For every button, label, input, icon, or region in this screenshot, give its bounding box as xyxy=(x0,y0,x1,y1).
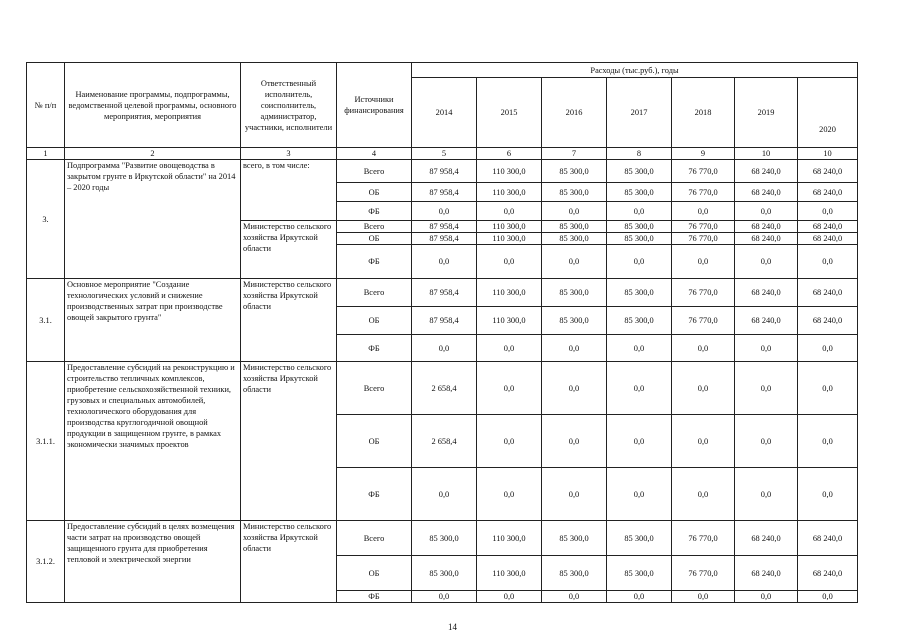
source-cell: Всего xyxy=(337,521,412,556)
value-cell: 110 300,0 xyxy=(477,521,542,556)
value-cell: 0,0 xyxy=(412,335,477,362)
financing-table xyxy=(26,62,858,603)
source-cell: ОБ xyxy=(337,415,412,468)
header-year: 2017 xyxy=(607,78,672,148)
value-cell: 0,0 xyxy=(542,415,607,468)
value-cell: 85 300,0 xyxy=(412,556,477,591)
source-cell: ОБ xyxy=(337,556,412,591)
source-cell: ФБ xyxy=(337,335,412,362)
row-responsible: Министерство сельского хозяйства Иркутской области xyxy=(241,521,337,603)
value-cell: 68 240,0 xyxy=(735,233,798,245)
value-cell: 85 300,0 xyxy=(412,521,477,556)
value-cell: 85 300,0 xyxy=(607,307,672,335)
row-responsible: Министерство сельского хозяйства Иркутской области xyxy=(241,279,337,362)
value-cell: 0,0 xyxy=(542,202,607,221)
column-number: 5 xyxy=(412,148,477,160)
value-cell: 87 958,4 xyxy=(412,307,477,335)
value-cell: 0,0 xyxy=(477,415,542,468)
row-name: Подпрограмма "Развитие овощеводства в закрытом грунте в Иркутской области" на 2014 – 2020 годы xyxy=(65,160,241,279)
value-cell: 0,0 xyxy=(477,362,542,415)
value-cell: 85 300,0 xyxy=(542,279,607,307)
value-cell: 0,0 xyxy=(542,245,607,279)
row-number: 3.1.2. xyxy=(27,521,65,603)
value-cell: 85 300,0 xyxy=(607,521,672,556)
column-number: 10 xyxy=(735,148,798,160)
value-cell: 68 240,0 xyxy=(798,307,858,335)
value-cell: 68 240,0 xyxy=(735,221,798,233)
value-cell: 110 300,0 xyxy=(477,307,542,335)
source-cell: ОБ xyxy=(337,233,412,245)
value-cell: 0,0 xyxy=(477,335,542,362)
header-responsible: Ответственный исполнитель, соисполнитель, администратор, участники, исполнители xyxy=(241,63,337,148)
value-cell: 0,0 xyxy=(672,362,735,415)
value-cell: 0,0 xyxy=(412,468,477,521)
value-cell: 0,0 xyxy=(412,202,477,221)
column-number: 2 xyxy=(65,148,241,160)
value-cell: 68 240,0 xyxy=(798,160,858,183)
value-cell: 0,0 xyxy=(735,362,798,415)
header-expenses: Расходы (тыс.руб.), годы xyxy=(412,63,858,78)
value-cell: 0,0 xyxy=(798,415,858,468)
value-cell: 0,0 xyxy=(735,468,798,521)
value-cell: 0,0 xyxy=(607,415,672,468)
value-cell: 0,0 xyxy=(477,245,542,279)
value-cell: 0,0 xyxy=(607,245,672,279)
value-cell: 76 770,0 xyxy=(672,307,735,335)
column-number: 3 xyxy=(241,148,337,160)
column-number: 4 xyxy=(337,148,412,160)
row-name: Предоставление субсидий в целях возмещения части затрат на производство овощей защищенного грунта для приобретения тепловой и электрической энергии xyxy=(65,521,241,603)
value-cell: 0,0 xyxy=(607,202,672,221)
value-cell: 85 300,0 xyxy=(607,233,672,245)
header-num: № п/п xyxy=(27,63,65,148)
value-cell: 0,0 xyxy=(672,415,735,468)
value-cell: 87 958,4 xyxy=(412,233,477,245)
source-cell: ФБ xyxy=(337,245,412,279)
value-cell: 87 958,4 xyxy=(412,160,477,183)
value-cell: 0,0 xyxy=(798,362,858,415)
value-cell: 0,0 xyxy=(798,202,858,221)
value-cell: 68 240,0 xyxy=(798,221,858,233)
value-cell: 85 300,0 xyxy=(542,307,607,335)
value-cell: 0,0 xyxy=(735,591,798,603)
row-responsible: Министерство сельского хозяйства Иркутской области xyxy=(241,221,337,279)
value-cell: 85 300,0 xyxy=(607,279,672,307)
table-row xyxy=(27,160,858,183)
header-year: 2016 xyxy=(542,78,607,148)
value-cell: 0,0 xyxy=(798,468,858,521)
value-cell: 68 240,0 xyxy=(735,183,798,202)
source-cell: ФБ xyxy=(337,202,412,221)
value-cell: 68 240,0 xyxy=(798,279,858,307)
value-cell: 76 770,0 xyxy=(672,521,735,556)
value-cell: 0,0 xyxy=(542,468,607,521)
value-cell: 0,0 xyxy=(735,335,798,362)
value-cell: 110 300,0 xyxy=(477,160,542,183)
value-cell: 0,0 xyxy=(607,468,672,521)
header-source: Источники финансирования xyxy=(337,63,412,148)
table-header xyxy=(27,63,858,160)
value-cell: 76 770,0 xyxy=(672,221,735,233)
row-responsible: всего, в том числе: xyxy=(241,160,337,221)
row-name: Предоставление субсидий на реконструкцию и строительство тепличных комплексов, приобретение сельскохозяйственной техники, грузовых и специальных автомобилей, технологического оборудования для производства круглогодичной овощной продукции в защищенном грунте, в рамках экономически значимых проектов xyxy=(65,362,241,521)
value-cell: 68 240,0 xyxy=(798,521,858,556)
header-name: Наименование программы, подпрограммы, ведомственной целевой программы, основного мероприятия, мероприятия xyxy=(65,63,241,148)
value-cell: 0,0 xyxy=(672,468,735,521)
table-row xyxy=(27,521,858,556)
value-cell: 110 300,0 xyxy=(477,221,542,233)
value-cell: 85 300,0 xyxy=(542,233,607,245)
value-cell: 0,0 xyxy=(735,415,798,468)
source-cell: Всего xyxy=(337,279,412,307)
row-number: 3.1.1. xyxy=(27,362,65,521)
value-cell: 0,0 xyxy=(412,245,477,279)
column-number-row xyxy=(27,148,858,160)
value-cell: 68 240,0 xyxy=(798,556,858,591)
source-cell: ФБ xyxy=(337,468,412,521)
row-responsible: Министерство сельского хозяйства Иркутской области xyxy=(241,362,337,521)
value-cell: 0,0 xyxy=(412,591,477,603)
value-cell: 0,0 xyxy=(542,591,607,603)
value-cell: 68 240,0 xyxy=(735,279,798,307)
value-cell: 0,0 xyxy=(798,245,858,279)
value-cell: 110 300,0 xyxy=(477,556,542,591)
value-cell: 85 300,0 xyxy=(607,160,672,183)
value-cell: 0,0 xyxy=(735,245,798,279)
value-cell: 110 300,0 xyxy=(477,279,542,307)
source-cell: ОБ xyxy=(337,307,412,335)
source-cell: Всего xyxy=(337,362,412,415)
value-cell: 76 770,0 xyxy=(672,183,735,202)
value-cell: 0,0 xyxy=(672,591,735,603)
table-row xyxy=(27,362,858,415)
row-number: 3.1. xyxy=(27,279,65,362)
column-number: 10 xyxy=(798,148,858,160)
value-cell: 85 300,0 xyxy=(542,221,607,233)
value-cell: 87 958,4 xyxy=(412,221,477,233)
value-cell: 85 300,0 xyxy=(542,160,607,183)
value-cell: 87 958,4 xyxy=(412,279,477,307)
value-cell: 0,0 xyxy=(607,335,672,362)
value-cell: 0,0 xyxy=(672,202,735,221)
value-cell: 85 300,0 xyxy=(607,221,672,233)
value-cell: 76 770,0 xyxy=(672,233,735,245)
value-cell: 87 958,4 xyxy=(412,183,477,202)
value-cell: 0,0 xyxy=(607,591,672,603)
page-number: 14 xyxy=(448,622,457,632)
value-cell: 110 300,0 xyxy=(477,183,542,202)
header-year: 2019 xyxy=(735,78,798,148)
header-year: 2018 xyxy=(672,78,735,148)
value-cell: 68 240,0 xyxy=(735,160,798,183)
value-cell: 68 240,0 xyxy=(798,233,858,245)
value-cell: 85 300,0 xyxy=(607,556,672,591)
value-cell: 68 240,0 xyxy=(735,556,798,591)
source-cell: Всего xyxy=(337,221,412,233)
value-cell: 0,0 xyxy=(542,335,607,362)
row-name: Основное мероприятие "Создание технологических условий и снижение производственных затрат при производстве овощей закрытого грунта" xyxy=(65,279,241,362)
header-year: 2020 xyxy=(798,78,858,148)
value-cell: 85 300,0 xyxy=(542,183,607,202)
row-number: 3. xyxy=(27,160,65,279)
source-cell: ОБ xyxy=(337,183,412,202)
value-cell: 0,0 xyxy=(672,245,735,279)
value-cell: 76 770,0 xyxy=(672,279,735,307)
value-cell: 0,0 xyxy=(607,362,672,415)
value-cell: 0,0 xyxy=(477,202,542,221)
value-cell: 110 300,0 xyxy=(477,233,542,245)
table-body xyxy=(27,160,858,603)
column-number: 1 xyxy=(27,148,65,160)
value-cell: 68 240,0 xyxy=(735,521,798,556)
value-cell: 85 300,0 xyxy=(542,556,607,591)
header-year: 2015 xyxy=(477,78,542,148)
value-cell: 2 658,4 xyxy=(412,415,477,468)
column-number: 6 xyxy=(477,148,542,160)
value-cell: 2 658,4 xyxy=(412,362,477,415)
value-cell: 76 770,0 xyxy=(672,160,735,183)
source-cell: ФБ xyxy=(337,591,412,603)
header-year: 2014 xyxy=(412,78,477,148)
value-cell: 68 240,0 xyxy=(735,307,798,335)
value-cell: 0,0 xyxy=(542,362,607,415)
column-number: 7 xyxy=(542,148,607,160)
value-cell: 0,0 xyxy=(477,468,542,521)
value-cell: 85 300,0 xyxy=(542,521,607,556)
value-cell: 0,0 xyxy=(735,202,798,221)
table-row xyxy=(27,279,858,307)
value-cell: 0,0 xyxy=(672,335,735,362)
value-cell: 85 300,0 xyxy=(607,183,672,202)
column-number: 9 xyxy=(672,148,735,160)
value-cell: 68 240,0 xyxy=(798,183,858,202)
value-cell: 76 770,0 xyxy=(672,556,735,591)
column-number: 8 xyxy=(607,148,672,160)
value-cell: 0,0 xyxy=(477,591,542,603)
value-cell: 0,0 xyxy=(798,335,858,362)
value-cell: 0,0 xyxy=(798,591,858,603)
source-cell: Всего xyxy=(337,160,412,183)
